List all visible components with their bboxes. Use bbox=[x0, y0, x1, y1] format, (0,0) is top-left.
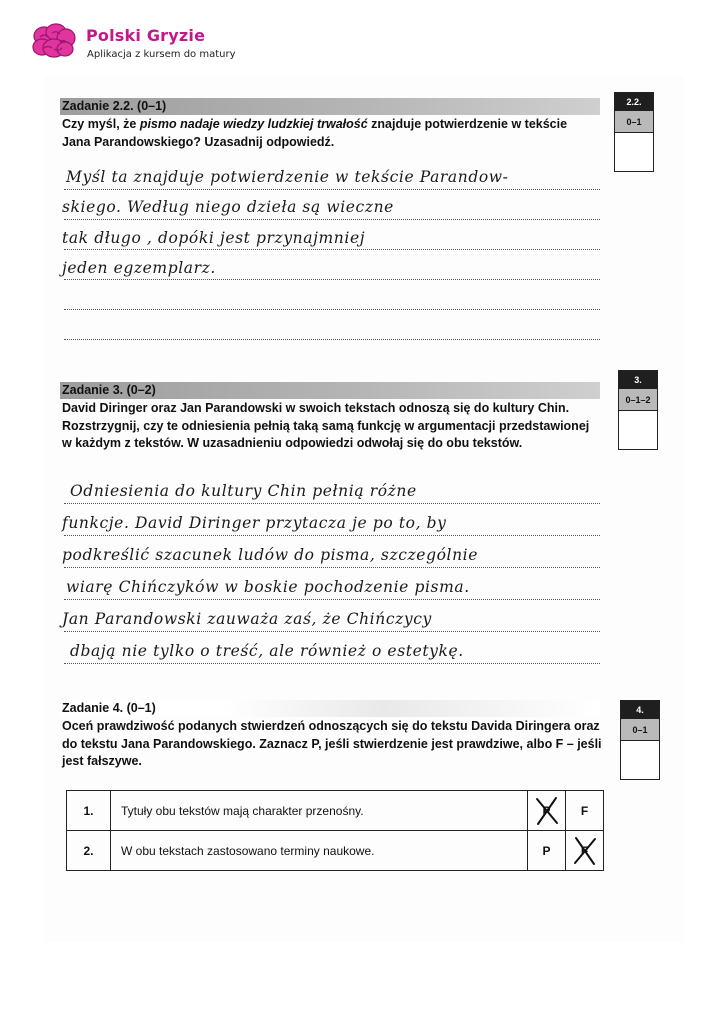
handwritten-answer-line: Odniesienia do kultury Chin pełnią różne bbox=[70, 482, 417, 500]
table-row bbox=[67, 831, 604, 871]
handwritten-answer-line: Jan Parandowski zauważa zaś, że Chińczycy bbox=[62, 610, 432, 628]
handwritten-answer-line: funkcje. David Diringer przytacza je po to, by bbox=[62, 514, 447, 532]
answer-line bbox=[64, 663, 600, 664]
option-p-cell[interactable] bbox=[528, 791, 566, 831]
score-label: 3. bbox=[619, 371, 657, 389]
answer-line bbox=[64, 309, 600, 310]
task-22-title: Zadanie 2.2. (0–1) bbox=[62, 99, 167, 113]
answer-line bbox=[64, 599, 600, 600]
task-4-title: Zadanie 4. (0–1) bbox=[62, 701, 156, 715]
answer-line bbox=[64, 503, 600, 504]
brain-icon bbox=[30, 22, 76, 62]
handwritten-answer-line: tak długo , dopóki jest przynajmniej bbox=[62, 229, 366, 247]
score-label: 2.2. bbox=[615, 93, 653, 111]
answer-line bbox=[64, 535, 600, 536]
statement-text: W obu tekstach zastosowano terminy naukowe. bbox=[111, 831, 528, 871]
score-field bbox=[619, 411, 657, 449]
handwritten-answer-line: podkreślić szacunek ludów do pisma, szczególnie bbox=[62, 546, 478, 564]
answer-line bbox=[64, 279, 600, 280]
option-f-cell[interactable] bbox=[566, 831, 604, 871]
true-false-table bbox=[66, 790, 604, 871]
task-4-score-box bbox=[620, 700, 660, 780]
brand-tagline: Aplikacja z kursem do matury bbox=[87, 49, 236, 60]
option-p-label: P bbox=[542, 803, 551, 818]
cross-mark-icon bbox=[534, 796, 560, 826]
score-range: 0–1 bbox=[615, 111, 653, 133]
cross-mark-icon bbox=[572, 836, 598, 866]
answer-line bbox=[64, 567, 600, 568]
option-f-cell[interactable] bbox=[566, 791, 604, 831]
score-range: 0–1–2 bbox=[619, 389, 657, 411]
task-3-question: David Diringer oraz Jan Parandowski w swoich tekstach odnoszą się do kultury Chin. Rozstrzygnij, czy te odniesienia pełnią taką samą funkcję w argumentacji przedstawionej w każdym z tekstów. W uzasadnieniu odpowiedzi odwołaj się do obu tekstów. bbox=[62, 401, 590, 450]
answer-line bbox=[64, 339, 600, 340]
task-3-score-box bbox=[618, 370, 658, 450]
score-range: 0–1 bbox=[621, 719, 659, 741]
brand-header bbox=[30, 20, 270, 70]
handwritten-answer-line: dbają nie tylko o treść, ale również o estetykę. bbox=[70, 642, 464, 660]
score-field bbox=[615, 133, 653, 171]
handwritten-answer-line: skiego. Według niego dzieła są wieczne bbox=[62, 198, 394, 216]
option-f-label: F bbox=[580, 803, 589, 818]
answer-line bbox=[64, 249, 600, 250]
option-p-label: P bbox=[542, 843, 551, 858]
statement-text: Tytuły obu tekstów mają charakter przenośny. bbox=[111, 791, 528, 831]
task-22-question: Czy myśl, że pismo nadaje wiedzy ludzkiej trwałość znajduje potwierdzenie w tekście Jana Parandowskiego? Uzasadnij odpowiedź. bbox=[62, 117, 568, 149]
score-label: 4. bbox=[621, 701, 659, 719]
table-row bbox=[67, 791, 604, 831]
answer-line bbox=[64, 631, 600, 632]
task-22-score-box bbox=[614, 92, 654, 172]
score-field bbox=[621, 741, 659, 779]
row-number: 2. bbox=[67, 831, 111, 871]
answer-line bbox=[64, 189, 600, 190]
handwritten-answer-line: jeden egzemplarz. bbox=[62, 259, 216, 277]
handwritten-answer-line: Myśl ta znajduje potwierdzenie w tekście Parandow- bbox=[66, 168, 509, 186]
handwritten-answer-line: wiarę Chińczyków w boskie pochodzenie pisma. bbox=[66, 578, 470, 596]
option-f-label: F bbox=[580, 843, 589, 858]
row-number: 1. bbox=[67, 791, 111, 831]
task-4-question: Oceń prawdziwość podanych stwierdzeń odnoszących się do tekstu Davida Diringera oraz do tekstu Jana Parandowskiego. Zaznacz P, jeśli stwierdzenie jest prawdziwe, albo F – jeśli jest fałszywe. bbox=[62, 719, 602, 768]
task-3-title: Zadanie 3. (0–2) bbox=[62, 383, 156, 397]
brand-name: Polski Gryzie bbox=[86, 26, 206, 45]
answer-line bbox=[64, 219, 600, 220]
option-p-cell[interactable] bbox=[528, 831, 566, 871]
